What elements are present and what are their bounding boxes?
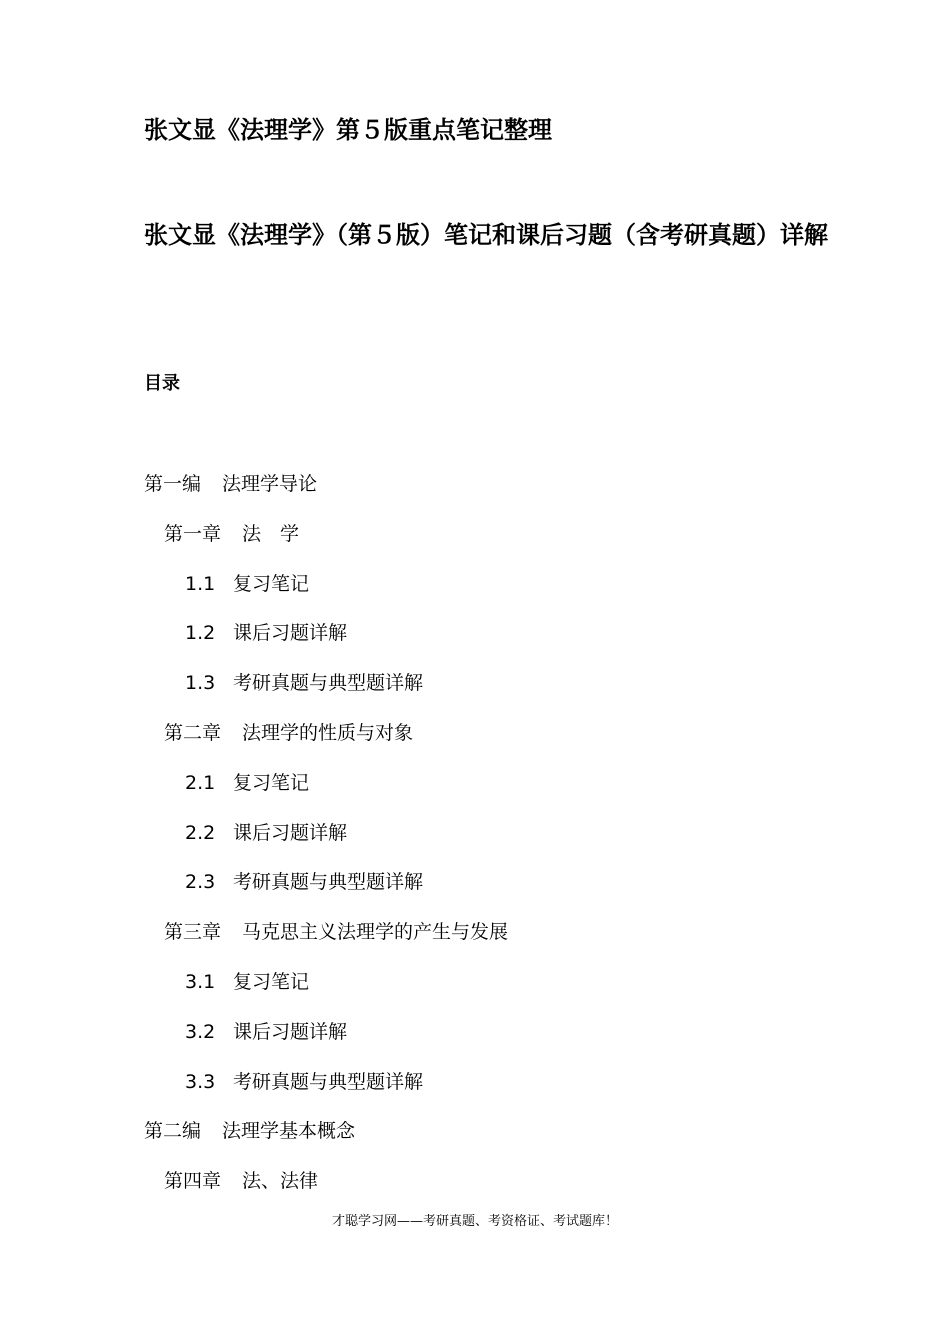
- toc-item-label: 课后习题详解: [233, 1020, 348, 1043]
- toc-item-number: 1.2: [185, 622, 216, 645]
- toc-item-number: 第一编: [144, 473, 202, 495]
- toc-item-label: 考研真题与典型题详解: [233, 672, 424, 695]
- toc-item[interactable]: [144, 1113, 508, 1163]
- toc-item[interactable]: [144, 466, 508, 516]
- toc-item[interactable]: [144, 1014, 508, 1064]
- toc-item-label: 考研真题与典型题详解: [233, 1070, 424, 1093]
- toc-item-number: 2.2: [185, 821, 216, 844]
- toc-item[interactable]: [144, 864, 508, 914]
- toc-item-label: 复习笔记: [233, 572, 310, 595]
- toc-item[interactable]: [144, 715, 508, 765]
- toc-item-label: 复习笔记: [233, 970, 310, 993]
- toc-item[interactable]: [144, 665, 508, 715]
- toc-item-label: 法、法律: [242, 1170, 319, 1193]
- toc-item-number: 第二章: [164, 721, 222, 744]
- page-footer: 才聪学习网——考研真题、考资格证、考试题库！: [331, 1214, 618, 1229]
- toc-item-number: 1.1: [185, 572, 216, 595]
- toc-item-number: 第二编: [144, 1120, 202, 1143]
- toc-item-number: 1.3: [185, 672, 216, 695]
- toc-item[interactable]: [144, 765, 508, 815]
- document-subtitle: 张文显《法理学》（第５版）笔记和课后习题（含考研真题）详解: [144, 221, 828, 249]
- toc-item-label: 课后习题详解: [233, 622, 348, 645]
- toc-heading: 目录: [144, 373, 180, 394]
- toc-item-label: 法 学: [242, 522, 300, 545]
- toc-item-number: 2.1: [185, 771, 216, 794]
- toc-item-label: 法理学的性质与对象: [242, 721, 414, 744]
- toc-item-number: 3.2: [185, 1020, 216, 1043]
- toc-item[interactable]: [144, 964, 508, 1014]
- toc-item[interactable]: [144, 1064, 508, 1114]
- toc-item-label: 复习笔记: [233, 771, 310, 794]
- toc-item-number: 第四章: [164, 1170, 222, 1193]
- toc-item[interactable]: [144, 566, 508, 616]
- toc-item[interactable]: [144, 1163, 508, 1213]
- document-title: 张文显《法理学》第５版重点笔记整理: [144, 116, 552, 144]
- toc-item-number: 2.3: [185, 871, 216, 894]
- toc-item-label: 法理学导论: [222, 473, 318, 495]
- toc-item-number: 第三章: [164, 921, 222, 944]
- toc-item-label: 考研真题与典型题详解: [233, 871, 424, 894]
- toc-item-label: 法理学基本概念: [222, 1120, 356, 1143]
- toc-item[interactable]: [144, 516, 508, 566]
- table-of-contents: [144, 466, 508, 1213]
- toc-item[interactable]: [144, 615, 508, 665]
- toc-item[interactable]: [144, 815, 508, 865]
- toc-item-number: 3.1: [185, 970, 216, 993]
- toc-item-label: 马克思主义法理学的产生与发展: [242, 921, 509, 944]
- toc-item-number: 第一章: [164, 522, 222, 545]
- toc-item-number: 3.3: [185, 1070, 216, 1093]
- toc-item-label: 课后习题详解: [233, 821, 348, 844]
- toc-item[interactable]: [144, 914, 508, 964]
